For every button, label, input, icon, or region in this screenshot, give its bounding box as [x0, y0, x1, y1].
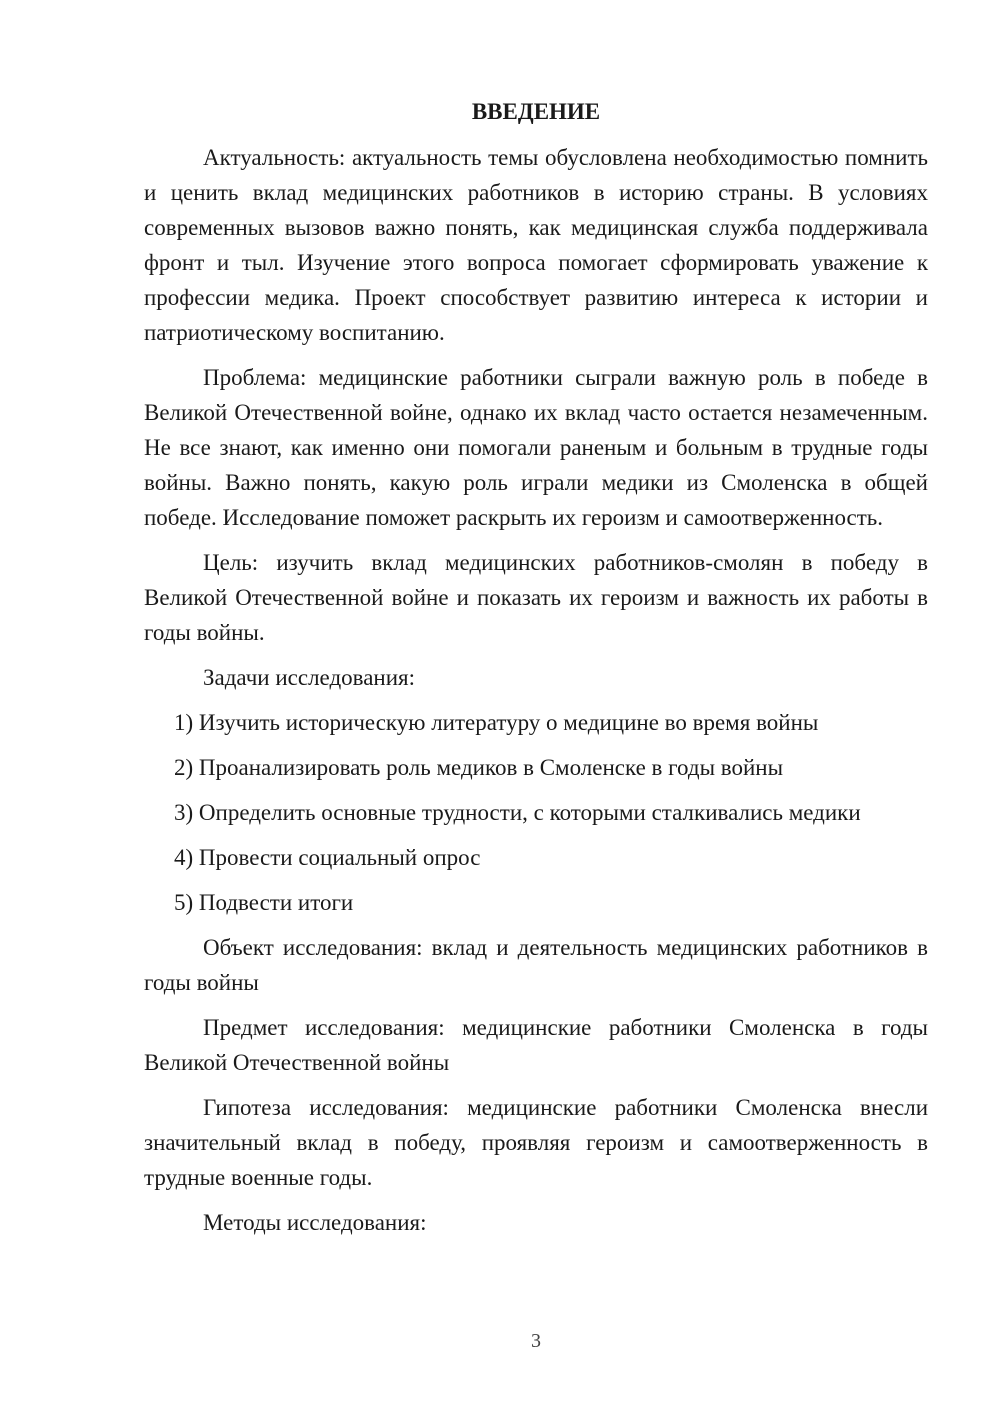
methods-title: Методы исследования: [203, 1210, 427, 1235]
page-number: 3 [531, 1330, 541, 1352]
section-heading: ВВЕДЕНИЕ [471, 99, 601, 124]
problem-paragraph: Проблема: медицинские работники сыграли важную роль в победе в Великой Отечественной войне, однако их вклад часто остается незамеченным. Не все знают, как именно они помогали раненым и больным в трудные годы войны. Важно понять, какую роль играли медики из Смоленска в общей победе. Исследование поможет раскрыть их героизм и самоотверженность. [144, 365, 928, 530]
subject-paragraph: Предмет исследования: медицинские работники Смоленска в годы Великой Отечественной войны [144, 1015, 928, 1075]
task-list [144, 705, 928, 920]
goal-paragraph: Цель: изучить вклад медицинских работников-смолян в победу в Великой Отечественной войне и показать их героизм и важность их работы в годы войны. [144, 550, 928, 645]
relevance-paragraph: Актуальность: актуальность темы обусловлена необходимостью помнить и ценить вклад медицинских работников в историю страны. В условиях современных вызовов важно понять, как медицинская служба поддерживала фронт и тыл. Изучение этого вопроса помогает сформировать уважение к профессии медика. Проект способствует развитию интереса к истории и патриотическому воспитанию. [144, 145, 928, 345]
list-item: 5) Подвести итоги [174, 890, 354, 915]
list-item: 2) Проанализировать роль медиков в Смоленске в годы войны [174, 755, 784, 780]
tasks-title: Задачи исследования: [203, 665, 416, 690]
list-item: 1) Изучить историческую литературу о медицине во время войны [174, 710, 819, 735]
hypothesis-paragraph: Гипотеза исследования: медицинские работники Смоленска внесли значительный вклад в победу, проявляя героизм и самоотверженность в трудные военные годы. [144, 1095, 928, 1190]
list-item: 3) Определить основные трудности, с которыми сталкивались медики [174, 800, 861, 825]
list-item: 4) Провести социальный опрос [174, 845, 481, 870]
page-content [144, 94, 928, 1250]
object-paragraph: Объект исследования: вклад и деятельность медицинских работников в годы войны [144, 935, 928, 995]
